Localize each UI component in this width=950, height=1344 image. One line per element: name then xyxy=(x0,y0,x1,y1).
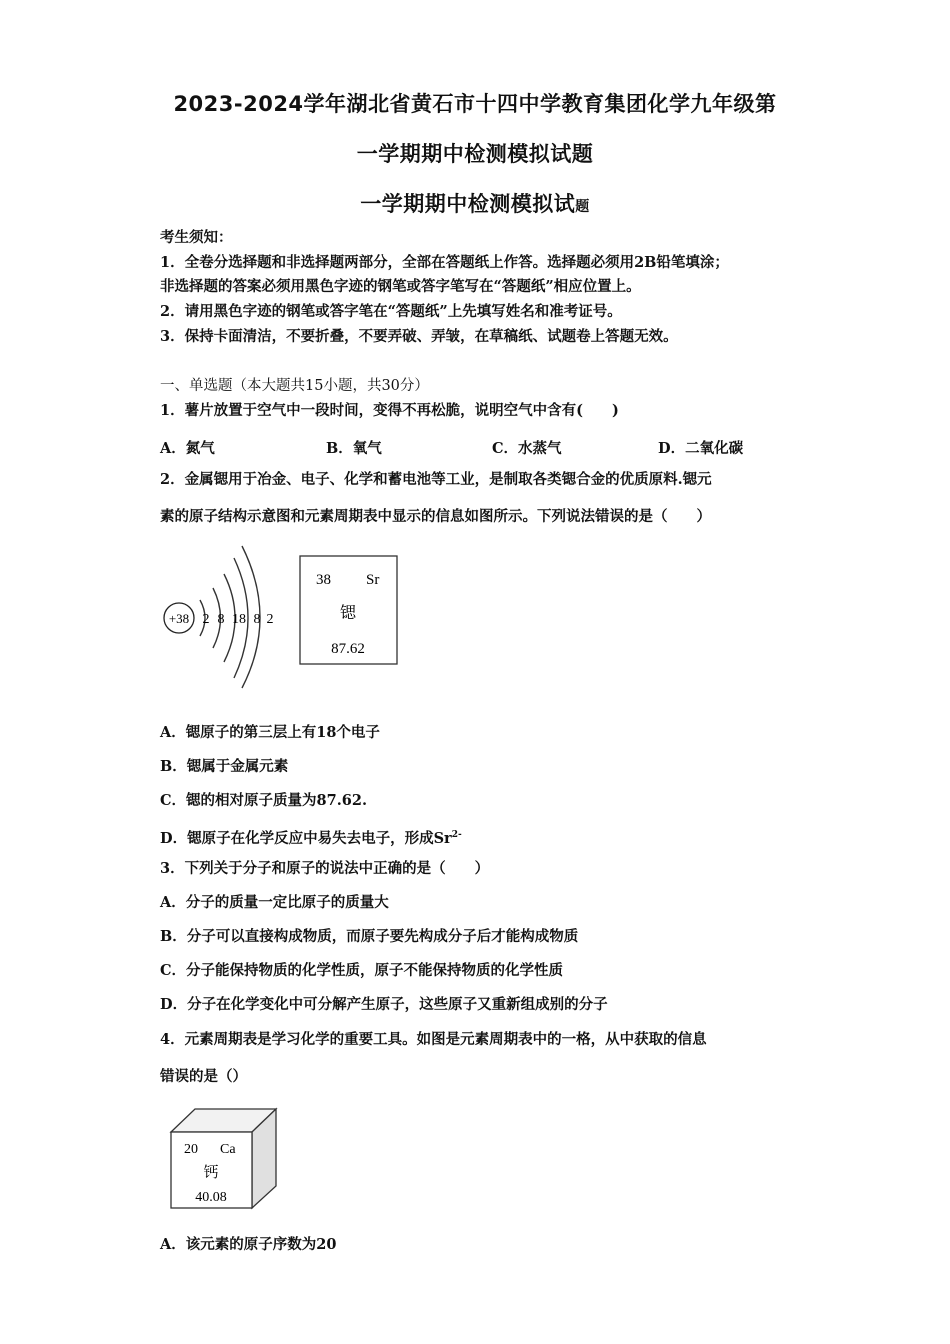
question-2-option-a: A．锶原子的第三层上有18个电子 xyxy=(160,724,380,741)
question-1-stem: 1．薯片放置于空气中一段时间，变得不再松脆，说明空气中含有( ) xyxy=(160,402,619,419)
question-3-option-c: C．分子能保持物质的化学性质，原子不能保持物质的化学性质 xyxy=(160,962,564,979)
question-4-option-a: A．该元素的原子序数为20 xyxy=(160,1236,337,1253)
title-line-2: 一学期期中检测模拟试题 xyxy=(356,142,594,166)
notice-item: 3．保持卡面清洁，不要折叠，不要弄破、弄皱，在草稿纸、试题卷上答题无效。 xyxy=(160,328,678,345)
question-1-option-c: C．水蒸气 xyxy=(492,440,562,457)
notice-item: 非选择题的答案必须用黑色字迹的钢笔或答字笔写在“答题纸”相应位置上。 xyxy=(160,278,641,295)
shell-electrons: 18 xyxy=(232,612,246,627)
calcium-element-cell xyxy=(168,1104,283,1214)
title-line-1: 2023-2024学年湖北省黄石市十四中学教育集团化学九年级第 xyxy=(173,92,777,116)
question-2-option-c: C．锶的相对原子质量为87.62. xyxy=(160,792,367,809)
atomic-mass: 87.62 xyxy=(331,641,365,657)
question-3-stem: 3．下列关于分子和原子的说法中正确的是（ ） xyxy=(160,860,490,877)
element-symbol: Sr xyxy=(366,572,380,588)
element-name: 钙 xyxy=(203,1163,219,1181)
nucleus-charge: +38 xyxy=(168,611,190,626)
option-d-text: D．锶原子在化学反应中易失去电子，形成Sr xyxy=(160,829,452,847)
atomic-number: 38 xyxy=(316,572,331,588)
question-1-option-d: D．二氧化碳 xyxy=(658,440,744,457)
question-2-stem-2: 素的原子结构示意图和元素周期表中显示的信息如图所示。下列说法错误的是（ ） xyxy=(160,508,711,525)
title-line-3-small: 题 xyxy=(575,199,590,215)
shell-electrons: 8 xyxy=(217,612,225,627)
title-line-3-main: 一学期期中检测模拟试 xyxy=(360,192,576,216)
question-2-stem-1: 2．金属锶用于冶金、电子、化学和蓄电池等工业，是制取各类锶合金的优质原料.锶元 xyxy=(160,471,712,488)
shell-electrons: 2 xyxy=(202,612,210,627)
question-3-option-d: D．分子在化学变化中可分解产生原子，这些原子又重新组成别的分子 xyxy=(160,996,608,1013)
section-heading: 一、单选题（本大题共15小题，共30分） xyxy=(160,378,429,394)
notice-item: 1．全卷分选择题和非选择题两部分，全部在答题纸上作答。选择题必须用2B铅笔填涂； xyxy=(160,254,729,271)
question-3-option-a: A．分子的质量一定比原子的质量大 xyxy=(160,894,389,911)
atomic-mass: 40.08 xyxy=(195,1190,227,1205)
shell-electrons: 8 xyxy=(253,612,261,627)
shell-electrons: 2 xyxy=(266,612,274,627)
question-1-option-b: B．氧气 xyxy=(326,440,382,457)
element-symbol: Ca xyxy=(220,1142,236,1157)
question-4-stem-1: 4．元素周期表是学习化学的重要工具。如图是元素周期表中的一格，从中获取的信息 xyxy=(160,1031,707,1048)
ion-charge: 2- xyxy=(451,830,462,840)
atomic-number: 20 xyxy=(184,1142,198,1157)
strontium-element-cell xyxy=(298,554,402,669)
strontium-atom-diagram xyxy=(158,542,283,692)
question-2-option-b: B．锶属于金属元素 xyxy=(160,758,289,775)
question-1-option-a: A．氮气 xyxy=(160,440,215,457)
title-line-3 xyxy=(0,188,950,218)
question-2-option-d xyxy=(160,825,820,849)
notice-heading: 考生须知： xyxy=(160,229,233,246)
question-4-stem-2: 错误的是（） xyxy=(160,1068,247,1085)
element-name: 锶 xyxy=(339,603,357,622)
question-3-option-b: B．分子可以直接构成物质，而原子要先构成分子后才能构成物质 xyxy=(160,928,579,945)
notice-item: 2．请用黑色字迹的钢笔或答字笔在“答题纸”上先填写姓名和准考证号。 xyxy=(160,303,622,320)
